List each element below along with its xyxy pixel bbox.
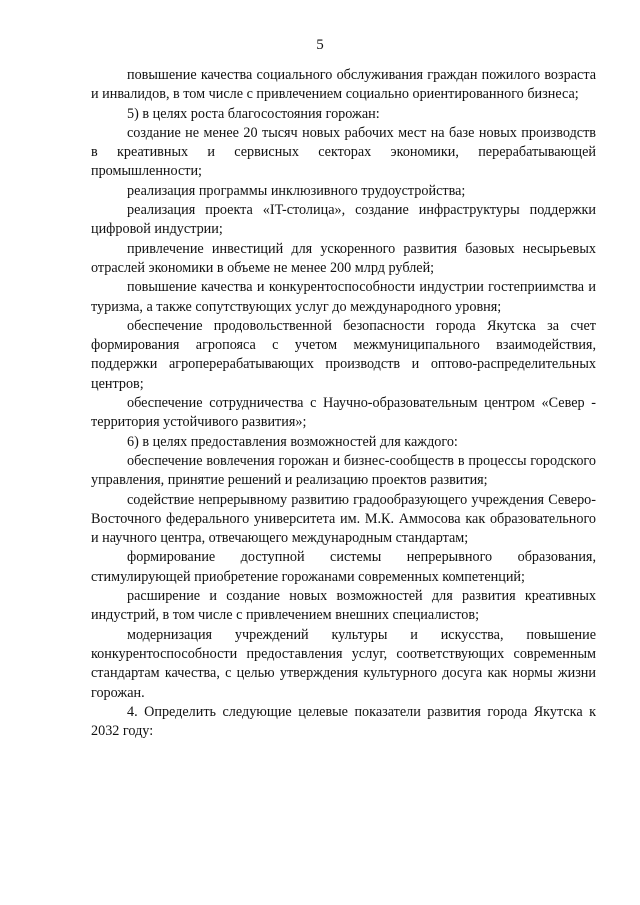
paragraph: повышение качества и конкурентоспособности индустрии гостеприимства и туризма, а также сопутствующих услуг до международного уровня; bbox=[91, 279, 596, 315]
paragraph: реализация программы инклюзивного трудоустройства; bbox=[127, 182, 466, 199]
paragraph: реализация проекта «IT-столица», создание инфраструктуры поддержки цифровой индустрии; bbox=[91, 202, 596, 238]
paragraph: создание не менее 20 тысяч новых рабочих мест на базе новых производств в креативных и сервисных секторах экономики, перерабатывающей промышленности; bbox=[91, 124, 596, 180]
paragraph: модернизация учреждений культуры и искусства, повышение конкурентоспособности предоставления услуг, соответствующих современным стандартам качества, с целью утверждения культурного досуга как нормы жизни горожан. bbox=[91, 626, 596, 701]
paragraph: обеспечение продовольственной безопасности города Якутска за счет формирования агропояса с учетом межмуниципального взаимодействия, поддержки агроперерабатывающих производств и оптово-распределительных центров; bbox=[91, 317, 596, 392]
paragraph: обеспечение вовлечения горожан и бизнес-сообществ в процессы городского управления, принятие решений и реализацию проектов развития; bbox=[91, 452, 596, 489]
paragraph: 5) в целях роста благосостояния горожан: bbox=[127, 105, 380, 122]
paragraph: расширение и создание новых возможностей для развития креативных индустрий, в том числе с привлечением внешних специалистов; bbox=[91, 588, 596, 624]
paragraph: обеспечение сотрудничества с Научно-образовательным центром «Север - территория устойчивого развития»; bbox=[91, 395, 596, 431]
paragraph: формирование доступной системы непрерывного образования, стимулирующей приобретение горожанами современных компетенций; bbox=[91, 549, 596, 585]
paragraph: 4. Определить следующие целевые показатели развития города Якутска к 2032 году: bbox=[91, 703, 596, 740]
paragraph: привлечение инвестиций для ускоренного развития базовых несырьевых отраслей экономики в объеме не менее 200 млрд рублей; bbox=[91, 240, 596, 276]
paragraph: 6) в целях предоставления возможностей для каждого: bbox=[127, 433, 458, 450]
paragraph: повышение качества социального обслуживания граждан пожилого возраста и инвалидов, в том числе с привлечением социально ориентированного бизнеса; bbox=[91, 67, 596, 103]
page-number: 5 bbox=[316, 37, 324, 53]
paragraph: содействие непрерывному развитию градообразующего учреждения Северо-Восточного федерального университета им. М.К. Аммосова как образовательного и научного центра, отвечающего международным стандартам; bbox=[91, 491, 596, 547]
document-body bbox=[91, 66, 596, 741]
